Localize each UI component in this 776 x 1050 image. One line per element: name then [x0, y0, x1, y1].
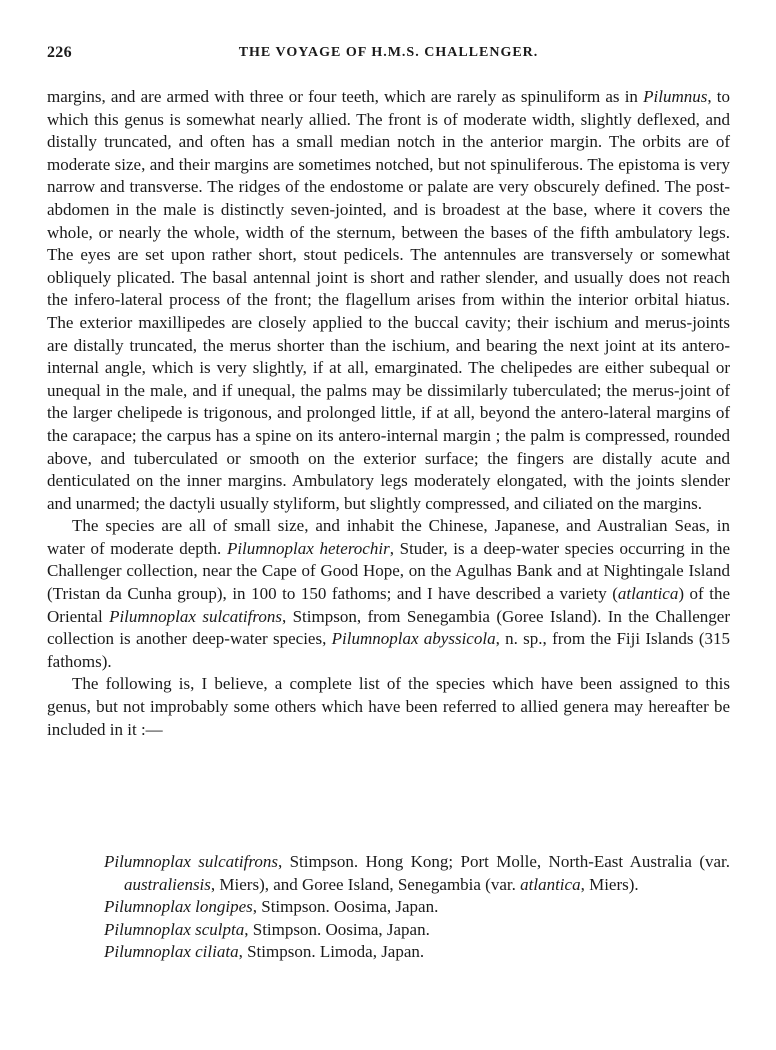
paragraph-2 — [47, 515, 730, 673]
species-name: Pilumnoplax abyssicola — [331, 629, 496, 649]
text-span: , Stimpson. Limoda, Japan. — [238, 942, 425, 962]
variety-name: australiensis — [124, 874, 211, 894]
paragraph-3: The following is, I believe, a complete list of the species which have been assigned to this genus, but not improbably some others which have been referred to allied genera may hereafter be included in it :— — [47, 674, 730, 739]
list-item — [104, 941, 730, 964]
text-span: margins, and are armed with three or four teeth, which are rarely as spinuliform as in — [47, 87, 644, 106]
text-span: The species are all of small size, and inhabit the Chinese, Japanese, and Australian Seas, in water of moderate depth. — [47, 516, 730, 558]
text-span: , Studer, is a deep-water species occurring in the Challenger collection, near the Cape of Good Hope, on the Agulhas Bank and at Nightingale Island (Tristan da Cunha group), in 100 to 150 fathoms; and I have described a variety ( — [47, 538, 730, 604]
page-number: 226 — [47, 44, 72, 61]
text-span: , Stimpson, from Senegambia (Goree Island). In the Challenger collection is another deep-water species, — [47, 606, 730, 649]
text-span: , n. sp., from the Fiji Islands (315 fathoms). — [47, 629, 730, 671]
running-title: THE VOYAGE OF H.M.S. CHALLENGER. — [238, 45, 539, 60]
text-span: , to which this genus is somewhat nearly allied. The front is of moderate width, slightly deflexed, and distally truncated, and often has a small median notch in the anterior margin. The orbits are of moderate size, and their margins are sometimes notched, but not spinuliferous. The epistoma is very narrow and transverse. The ridges of the endostome or palate are very obscurely defined. The post-abdomen in the male is distinctly seven-jointed, and is broadest at the base, where it covers the whole, or nearly the whole, width of the sternum, between the bases of the fifth ambulatory legs. The eyes are set upon rather short, stout pedicels. The antennules are transversely or somewhat obliquely plicated. The basal antennal joint is short and rather slender, and usually does not reach the infero-lateral process of the front; the flagellum arises from within the interior orbital hiatus. The exterior maxillipedes are closely applied to the buccal cavity; their ischium and merus-joints are distally truncated, the merus shorter than the ischium, and bearing the next joint at its antero-internal angle, which is very slightly, if at all, emarginated. The chelipedes are either subequal or unequal in the male, and if unequal, the palms may be dissimilarly tuberculated; the merus-joint of the larger chelipede is trigonous, and prolonged little, if at all, beyond the antero-lateral margins of the carapace; the carpus has a spine on its antero-internal margin ; the palm is compressed, rounded above, and tuberculated or smooth on the exterior surface; the fingers are distally acute and denticulated on the inner margins. Ambulatory legs moderately elongated, with the joints slender and unarmed; the dactyli usually styliform, but slightly compressed, and ciliated on the margins. — [47, 87, 730, 513]
species-name: Pilumnoplax sulcatifrons — [104, 852, 278, 871]
list-item — [104, 896, 730, 919]
text-span: , Miers), and Goree Island, Senegambia (var. — [210, 874, 521, 894]
genus-name: Pilumnus — [643, 87, 708, 106]
text-span: ) of the Oriental — [47, 584, 731, 626]
variety-name: atlantica — [617, 584, 679, 604]
species-name: Pilumnoplax sulcatifrons — [109, 606, 282, 626]
species-name: Pilumnoplax longipes — [104, 897, 253, 917]
text-span: , Miers). — [580, 874, 639, 894]
species-name: Pilumnoplax sculpta — [104, 919, 245, 939]
body-text — [47, 86, 730, 741]
list-item — [104, 919, 730, 942]
list-item — [104, 851, 730, 896]
paragraph-1 — [47, 86, 730, 515]
species-name: Pilumnoplax heterochir — [226, 538, 390, 558]
text-span: , Stimpson. Hong Kong; Port Molle, North-East Australia (var. — [277, 852, 731, 871]
species-name: Pilumnoplax ciliata — [104, 942, 239, 962]
text-span: , Stimpson. Oosima, Japan. — [244, 919, 430, 939]
variety-name: atlantica — [520, 874, 581, 894]
page-header — [47, 44, 730, 68]
species-list — [104, 851, 730, 964]
text-span: , Stimpson. Oosima, Japan. — [252, 897, 439, 917]
